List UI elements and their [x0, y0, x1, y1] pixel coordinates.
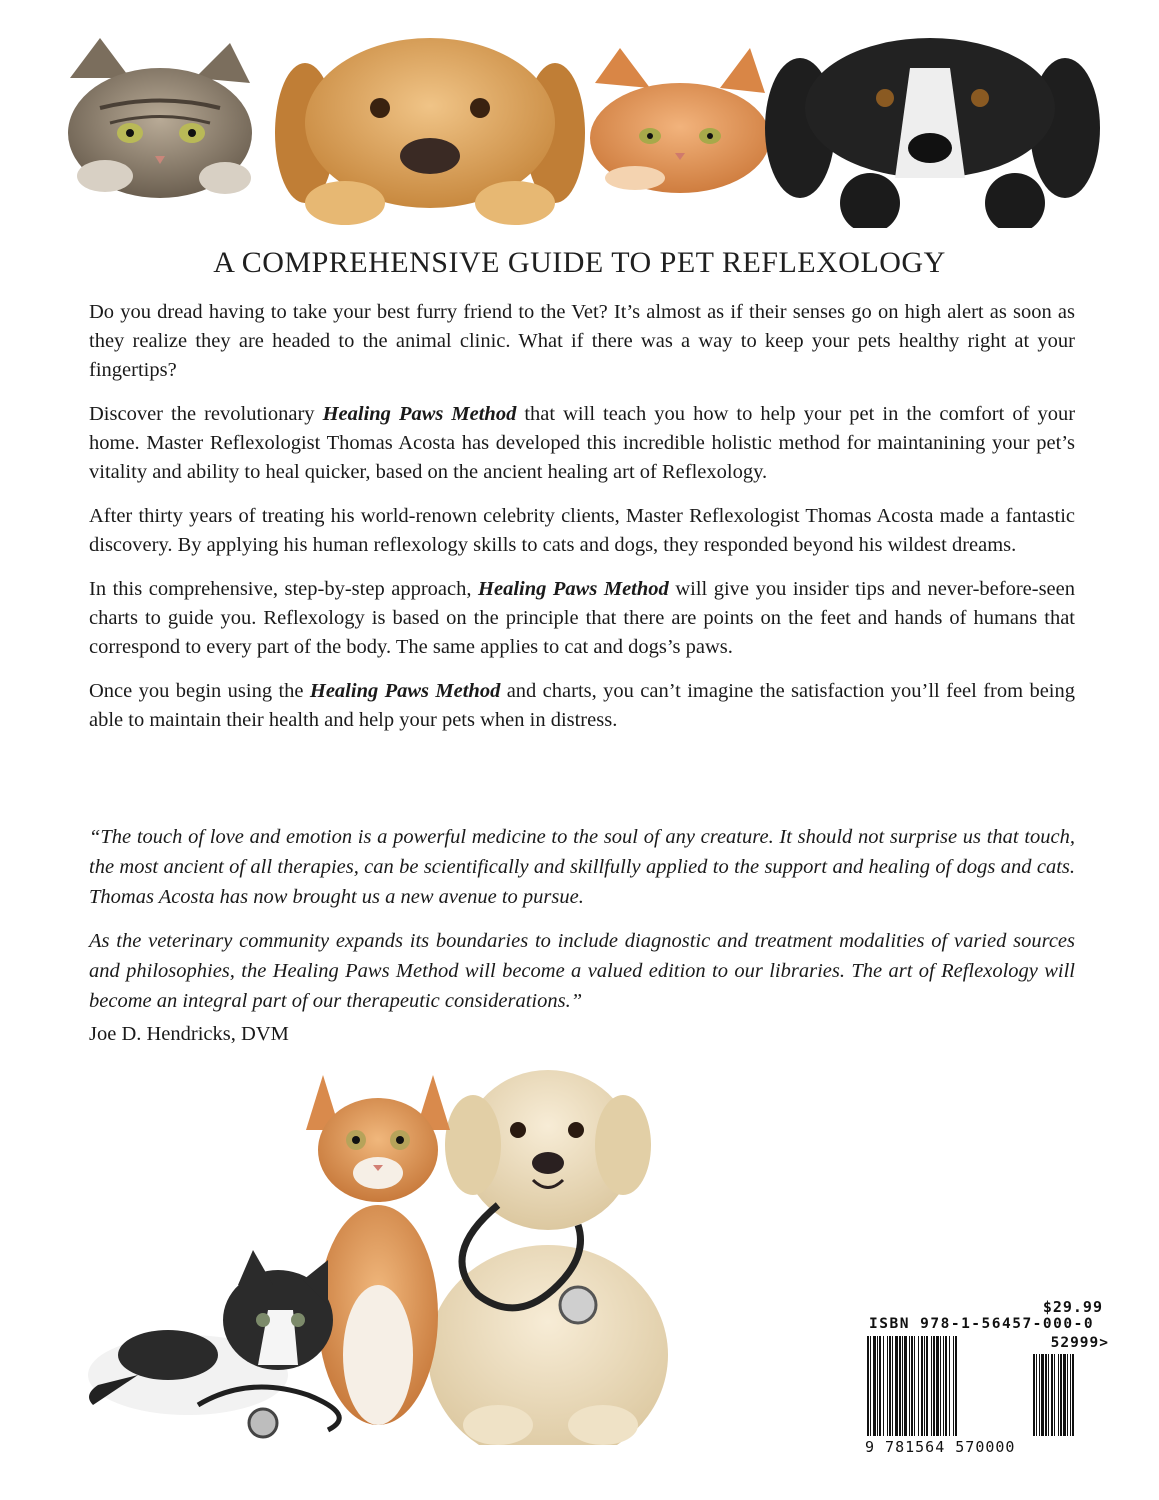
testimonial-quote — [89, 822, 1075, 1030]
ginger-cat-icon — [590, 48, 770, 193]
barcode-digits: 9 781564 570000 — [865, 1438, 1016, 1456]
page-heading: A COMPREHENSIVE GUIDE TO PET REFLEXOLOGY — [213, 246, 946, 279]
pets-peeking-banner-image — [60, 38, 1100, 228]
golden-retriever-icon — [275, 38, 585, 225]
isbn-number: ISBN 978-1-56457-000-0 — [869, 1316, 1095, 1332]
paragraph-discover — [89, 400, 1075, 487]
black-white-dog-icon — [765, 38, 1100, 228]
paragraph-closing — [89, 677, 1075, 735]
paragraph-approach-rest: will give you insider tips and never-before-seen charts to guide you. Reflexology is based on the principle that there are points on the feet and hands of humans that correspond to every part of the body. The same applies to cat and dogs’s paws. — [89, 578, 1075, 658]
description-body — [89, 298, 1075, 750]
barcode-addon-code: 52999> — [1050, 1335, 1109, 1351]
tabby-cat-icon — [68, 38, 252, 198]
paragraph-approach — [89, 575, 1075, 662]
quote-paragraph-1: “The touch of love and emotion is a powerful medicine to the soul of any creature. It should not surprise us that touch, the most ancient of all therapies, can be scientifically and skillfully applied to the support and healing of dogs and cats. Thomas Acosta has now brought us a new avenue to pursue. — [89, 826, 1075, 908]
paragraph-discover-rest: that will teach you how to help your pet in the comfort of your home. Master Reflexologist Thomas Acosta has developed this incredible holistic method for maintanining your pet’s vitality and ability to heal quicker, based on the ancient healing art of Reflexology. — [89, 403, 1076, 483]
pets-with-stethoscope-image — [78, 1055, 678, 1445]
method-name-emphasis: Healing Paws Method — [322, 403, 517, 425]
paragraph-approach-lead: In this comprehensive, step-by-step approach, — [89, 578, 479, 600]
method-name-emphasis: Healing Paws Method — [309, 680, 501, 702]
ginger-kitten-icon — [306, 1075, 450, 1425]
paragraph-intro: Do you dread having to take your best furry friend to the Vet? It’s almost as if their senses go on high alert as soon as they realize they are headed to the animal clinic. What if there was a way to keep your pets healthy right at your fingertips? — [89, 301, 1075, 381]
paragraph-closing-rest: and charts, you can’t imagine the satisfaction you’ll feel from being able to maintain their health and help your pets when in distress. — [89, 680, 1075, 731]
price-label: $29.99 — [1042, 1298, 1103, 1316]
isbn-barcode — [861, 1298, 1111, 1458]
barcode-bars-icon — [867, 1336, 1107, 1446]
paragraph-discovery: After thirty years of treating his world-renown celebrity clients, Master Reflexologist Thomas Acosta made a fantastic discovery. By applying his human reflexology skills to cats and dogs, they responded beyond his wildest dreams. — [89, 505, 1075, 556]
paragraph-discover-lead: Discover the revolutionary — [89, 403, 323, 425]
paragraph-closing-lead: Once you begin using the — [89, 680, 310, 702]
method-name-emphasis: Healing Paws Method — [478, 578, 669, 600]
quote-paragraph-2: As the veterinary community expands its boundaries to include diagnostic and treatment modalities of varied sources and philosophies, the Healing Paws Method will become a valued edition to our libraries. The art of Reflexology will become an integral part of our therapeutic considerations.” — [89, 930, 1075, 1012]
labrador-puppy-icon — [428, 1070, 668, 1445]
quote-attribution: Joe D. Hendricks, DVM — [89, 1023, 289, 1045]
